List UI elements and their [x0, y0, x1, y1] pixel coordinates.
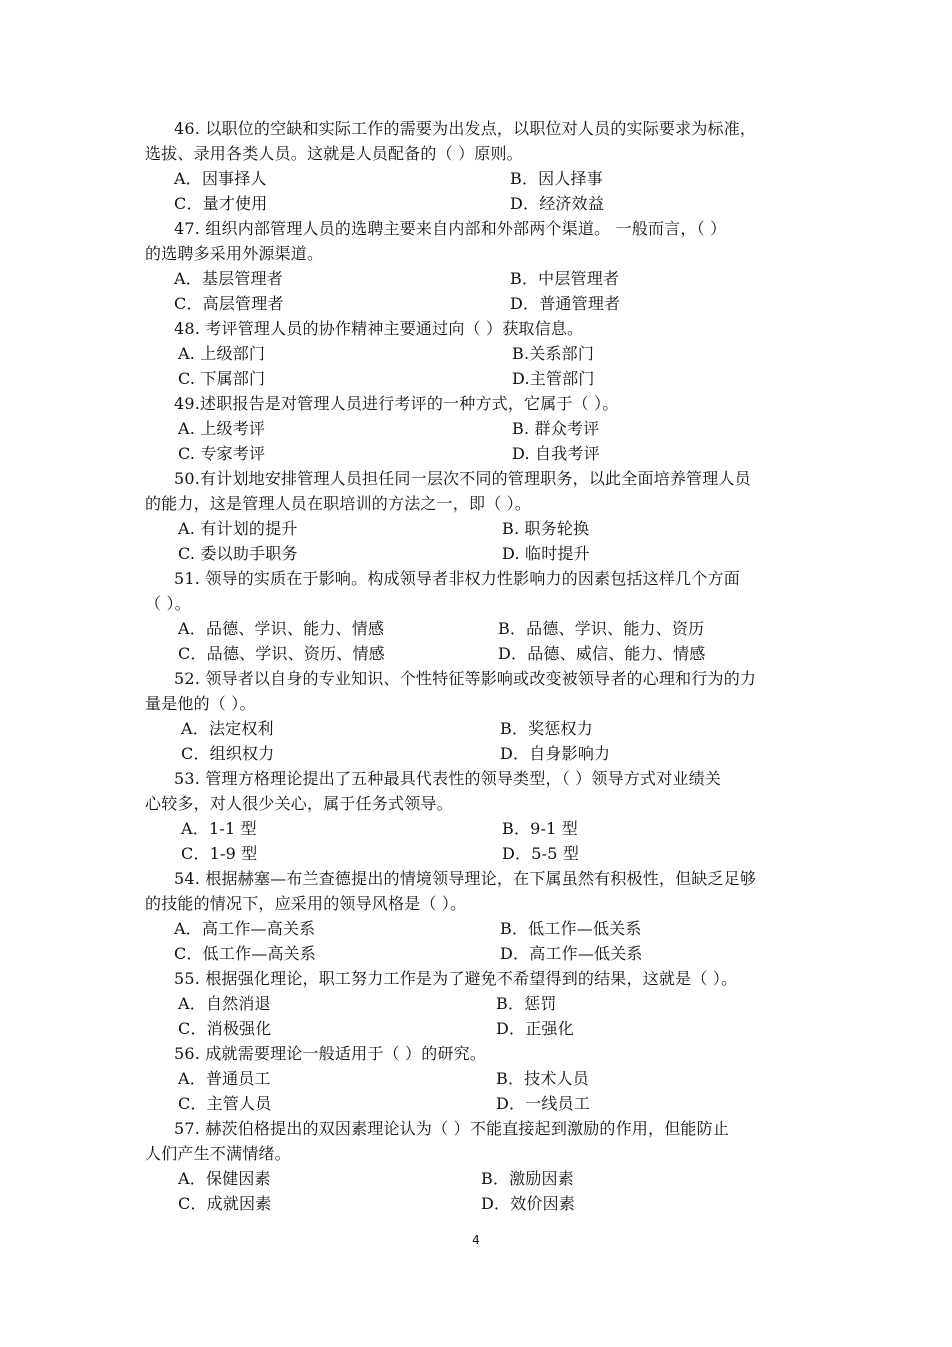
question-53-text: 53. 管理方格理论提出了五种最具代表性的领导类型，（ ）领导方式对业绩关 — [174, 769, 722, 788]
question-51-option: B．品德、学识、能力、资历 — [498, 619, 705, 638]
question-56-text: 56. 成就需要理论一般适用于（ ）的研究。 — [174, 1044, 487, 1063]
question-57-text: 57. 赫茨伯格提出的双因素理论认为（ ）不能直接起到激励的作用，但能防止 — [174, 1119, 730, 1138]
question-53-option: C．1-9 型 — [181, 844, 258, 863]
question-47-option: B．中层管理者 — [510, 269, 620, 288]
question-50-text: 的能力，这是管理人员在职培训的方法之一，即（ ）。 — [145, 494, 532, 513]
question-53-text: 心较多，对人很少关心，属于任务式领导。 — [145, 794, 453, 813]
question-52-option: D．自身影响力 — [500, 744, 611, 763]
question-46-option: A．因事择人 — [174, 169, 267, 188]
question-53-option: B．9-1 型 — [502, 819, 579, 838]
question-48-text: 48. 考评管理人员的协作精神主要通过向（ ）获取信息。 — [174, 319, 584, 338]
question-47-option: C．高层管理者 — [174, 294, 284, 313]
question-52-text: 量是他的（ ）。 — [145, 694, 256, 713]
question-55-option: B．惩罚 — [496, 994, 557, 1013]
question-46-text: 选拔、录用各类人员。这就是人员配备的（ ）原则。 — [145, 144, 523, 163]
question-54-option: C．低工作—高关系 — [174, 944, 317, 963]
question-47-text: 的选聘多采用外源渠道。 — [145, 244, 324, 263]
question-57-option: B．激励因素 — [481, 1169, 574, 1188]
question-51-text: 51. 领导的实质在于影响。构成领导者非权力性影响力的因素包括这样几个方面 — [174, 569, 740, 588]
question-57-option: A．保健因素 — [178, 1169, 271, 1188]
question-50-option: B. 职务轮换 — [502, 519, 590, 538]
question-52-option: A．法定权利 — [181, 719, 274, 738]
question-48-option: C. 下属部门 — [178, 369, 266, 388]
question-48-option: B.关系部门 — [512, 344, 595, 363]
question-52-text: 52. 领导者以自身的专业知识、个性特征等影响或改变被领导者的心理和行为的力 — [174, 669, 757, 688]
question-55-option: A．自然消退 — [178, 994, 271, 1013]
question-48-option: D.主管部门 — [512, 369, 595, 388]
question-56-option: B．技术人员 — [496, 1069, 589, 1088]
question-50-option: D. 临时提升 — [502, 544, 590, 563]
question-53-option: A．1-1 型 — [181, 819, 257, 838]
question-51-option: D．品德、威信、能力、情感 — [498, 644, 706, 663]
question-56-option: C．主管人员 — [178, 1094, 272, 1113]
question-50-option: A. 有计划的提升 — [178, 519, 298, 538]
question-55-option: D．正强化 — [496, 1019, 574, 1038]
question-49-option: D. 自我考评 — [512, 444, 600, 463]
question-57-text: 人们产生不满情绪。 — [145, 1144, 291, 1163]
question-54-text: 的技能的情况下，应采用的领导风格是（ ）。 — [145, 894, 467, 913]
question-48-option: A. 上级部门 — [178, 344, 266, 363]
question-46-text: 46. 以职位的空缺和实际工作的需要为出发点，以职位对人员的实际要求为标准， — [174, 119, 757, 138]
page-number: 4 — [472, 1233, 480, 1247]
question-49-text: 49.述职报告是对管理人员进行考评的一种方式，它属于（ ）。 — [174, 394, 619, 413]
question-54-option: D．高工作—低关系 — [500, 944, 643, 963]
question-46-option: C．量才使用 — [174, 194, 268, 213]
question-50-text: 50.有计划地安排管理人员担任同一层次不同的管理职务，以此全面培养管理人员 — [174, 469, 751, 488]
question-54-option: B．低工作—低关系 — [500, 919, 642, 938]
question-55-option: C．消极强化 — [178, 1019, 272, 1038]
question-55-text: 55. 根据强化理论，职工努力工作是为了避免不希望得到的结果，这就是（ ）。 — [174, 969, 738, 988]
question-51-option: C．品德、学识、资历、情感 — [178, 644, 385, 663]
question-52-option: C．组织权力 — [181, 744, 275, 763]
question-49-option: A. 上级考评 — [178, 419, 266, 438]
question-53-option: D．5-5 型 — [502, 844, 580, 863]
question-57-option: C．成就因素 — [178, 1194, 272, 1213]
question-51-option: A．品德、学识、能力、情感 — [178, 619, 385, 638]
question-46-option: B．因人择事 — [510, 169, 603, 188]
question-49-option: B. 群众考评 — [512, 419, 600, 438]
question-56-option: A．普通员工 — [178, 1069, 271, 1088]
question-49-option: C. 专家考评 — [178, 444, 266, 463]
question-46-option: D．经济效益 — [510, 194, 605, 213]
question-50-option: C. 委以助手职务 — [178, 544, 298, 563]
question-52-option: B．奖惩权力 — [500, 719, 593, 738]
question-56-option: D．一线员工 — [496, 1094, 591, 1113]
question-51-text: （ ）。 — [145, 594, 191, 613]
question-57-option: D．效价因素 — [481, 1194, 576, 1213]
question-54-text: 54. 根据赫塞—布兰查德提出的情境领导理论，在下属虽然有积极性，但缺乏足够 — [174, 869, 757, 888]
question-47-option: D．普通管理者 — [510, 294, 621, 313]
question-47-option: A．基层管理者 — [174, 269, 283, 288]
question-54-option: A．高工作—高关系 — [174, 919, 316, 938]
question-47-text: 47. 组织内部管理人员的选聘主要来自内部和外部两个渠道。 一般而言，（ ） — [174, 219, 727, 238]
